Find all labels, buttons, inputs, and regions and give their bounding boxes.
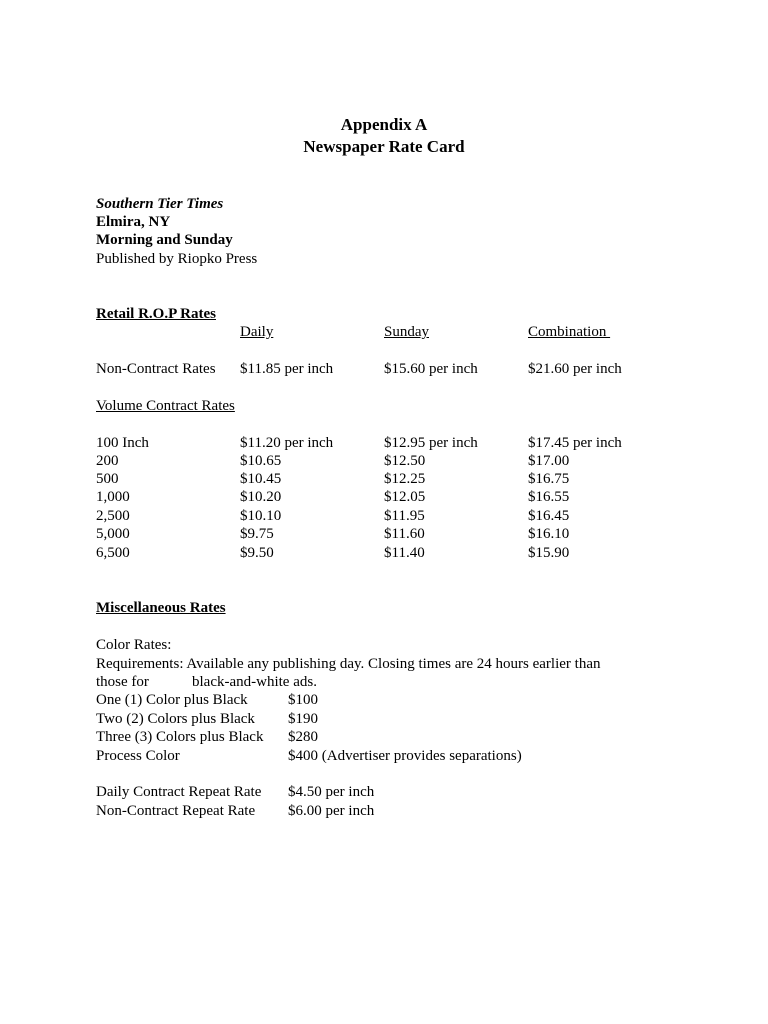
rate-sunday: $11.95 [384,508,425,524]
color-option-label: Process Color [96,748,180,764]
rate-daily: $10.45 [240,471,282,487]
table-row [96,470,696,488]
list-item [96,802,696,820]
rate-sunday: $11.60 [384,526,425,542]
repeat-rate-value: $6.00 per inch [288,803,375,819]
table-row [96,525,696,543]
list-item [96,691,696,709]
volume-contract-heading: Volume Contract Rates [96,398,235,414]
rate-sunday: $12.50 [384,453,426,469]
rate-daily: $9.75 [240,526,274,542]
table-row [96,488,696,506]
requirements-line-2-end: black-and-white ads. [192,674,317,690]
repeat-rate-label: Non-Contract Repeat Rate [96,803,256,819]
appendix-title: Appendix A [340,115,428,134]
color-option-price: $280 [288,729,318,745]
color-rates-label: Color Rates: [96,637,172,653]
row-label: 500 [96,471,119,487]
column-header-combination: Combination [528,324,611,340]
column-header-daily: Daily [240,324,274,340]
row-label: 200 [96,453,119,469]
color-option-label: One (1) Color plus Black [96,692,248,708]
rate-sunday: $12.05 [384,489,426,505]
rate-sunday: $15.60 per inch [384,361,478,377]
requirements-line-2 [96,673,696,691]
repeat-rate-value: $4.50 per inch [288,784,375,800]
color-option-price: $400 (Advertiser provides separations) [288,748,522,764]
requirements-line-2-start: those for [96,674,149,690]
row-label: 100 Inch [96,435,149,451]
rate-sunday: $12.25 [384,471,426,487]
color-option-price: $100 [288,692,318,708]
color-option-label: Two (2) Colors plus Black [96,711,255,727]
row-label: 2,500 [96,508,130,524]
rate-daily: $10.20 [240,489,282,505]
rate-combination: $17.45 per inch [528,435,622,451]
rate-daily: $10.65 [240,453,282,469]
misc-rates-heading: Miscellaneous Rates [96,600,226,616]
publisher-line: Published by Riopko Press [96,251,258,267]
rate-combination: $16.10 [528,526,570,542]
row-label: 6,500 [96,545,130,561]
rate-daily: $9.50 [240,545,274,561]
rate-combination: $16.55 [528,489,570,505]
table-row [96,544,696,562]
rate-sunday: $12.95 per inch [384,435,478,451]
row-label: 1,000 [96,489,130,505]
rate-combination: $21.60 per inch [528,361,622,377]
list-item [96,783,696,801]
color-option-label: Three (3) Colors plus Black [96,729,264,745]
list-item [96,728,696,746]
retail-rates-heading: Retail R.O.P Rates [96,306,216,322]
rate-combination: $16.45 [528,508,570,524]
rate-daily: $10.10 [240,508,282,524]
requirements-line-1: Requirements: Available any publishing day. Closing times are 24 hours earlier than [96,656,601,672]
rate-sunday: $11.40 [384,545,425,561]
publication-location: Elmira, NY [96,214,171,230]
repeat-rate-label: Daily Contract Repeat Rate [96,784,262,800]
rate-card-title: Newspaper Rate Card [303,137,465,156]
row-label: Non-Contract Rates [96,361,216,377]
rate-daily: $11.20 per inch [240,435,334,451]
rate-combination: $15.90 [528,545,570,561]
rate-combination: $16.75 [528,471,570,487]
publication-name: Southern Tier Times [96,196,224,212]
table-row [96,452,696,470]
column-header-sunday: Sunday [384,324,429,340]
row-label: 5,000 [96,526,130,542]
list-item [96,710,696,728]
publication-schedule: Morning and Sunday [96,232,233,248]
list-item [96,747,696,765]
rate-daily: $11.85 per inch [240,361,334,377]
table-row [96,434,696,452]
table-row [96,507,696,525]
non-contract-row [96,360,696,378]
retail-column-headers [96,323,696,341]
rate-combination: $17.00 [528,453,570,469]
color-option-price: $190 [288,711,318,727]
